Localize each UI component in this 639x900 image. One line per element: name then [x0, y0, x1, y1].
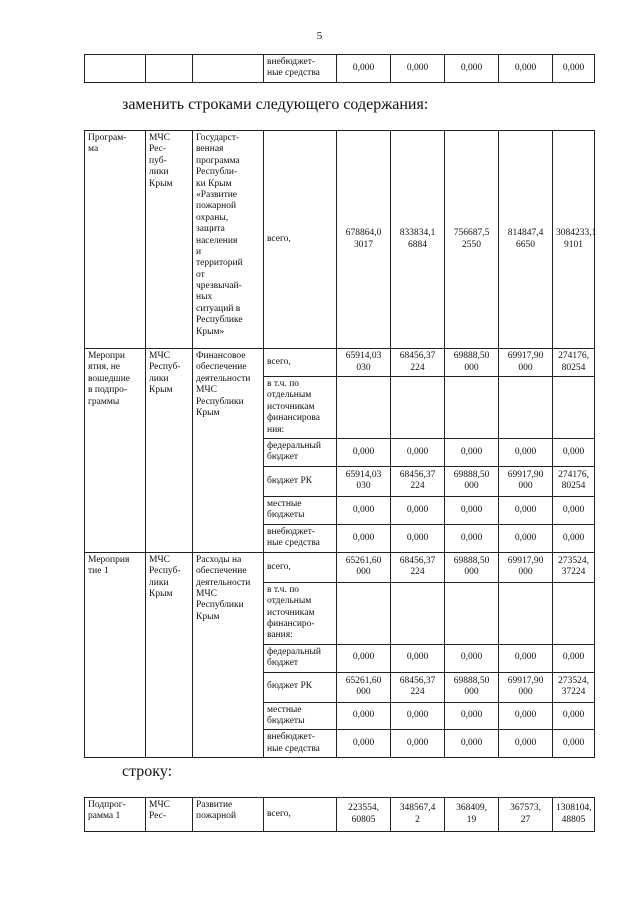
- cell-value: 0,000: [337, 438, 391, 466]
- cell-value: 0,000: [499, 730, 553, 758]
- cell-value: 0,000: [499, 524, 553, 552]
- cell-name: Подпрог- рамма 1: [85, 798, 146, 832]
- cell-value: 0,000: [337, 55, 391, 83]
- cell-value: 367573, 27: [499, 798, 553, 832]
- cell-value: 273524, 37224: [553, 672, 595, 702]
- cell-value: [391, 377, 445, 439]
- cell-value: 69917,90 000: [499, 466, 553, 496]
- cell-name: Мероприя тие 1: [85, 552, 146, 758]
- cell-value: [337, 377, 391, 439]
- cell-value: 68456,37 224: [391, 552, 445, 582]
- table-row: [85, 552, 595, 582]
- cell-source: местные бюджеты: [264, 496, 337, 524]
- cell-title: Государст- венная программа Республи- ки Крым «Развитие пожарной охраны, защита населения и территорий от чрезвычай- ных ситуаций в Республике Крым»: [193, 131, 264, 349]
- cell-value: [553, 377, 595, 439]
- cell-value: [337, 582, 391, 644]
- cell-source: внебюджет- ные средства: [264, 524, 337, 552]
- cell-value: [445, 377, 499, 439]
- cell-executor: МЧС Рес-: [146, 798, 193, 832]
- cell-value: 1308104, 48805: [553, 798, 595, 832]
- row-phrase: строку:: [122, 763, 173, 780]
- cell-title: Финансовое обеспечение деятельности МЧС Республики Крым: [193, 349, 264, 553]
- cell-value: 69888,50 000: [445, 552, 499, 582]
- cell-source: бюджет РК: [264, 466, 337, 496]
- cell-value: 68456,37 224: [391, 349, 445, 377]
- cell-source: всего,: [264, 798, 337, 832]
- cell-value: 69888,50 000: [445, 466, 499, 496]
- cell-value: 0,000: [337, 644, 391, 672]
- cell-value: 0,000: [445, 438, 499, 466]
- cell-executor: МЧС Респуб- лики Крым: [146, 349, 193, 553]
- cell-value: 0,000: [499, 702, 553, 730]
- cell-value: 0,000: [445, 730, 499, 758]
- cell-name: Програм- ма: [85, 131, 146, 349]
- cell-value: 833834,1 6884: [391, 131, 445, 349]
- cell-value: 0,000: [499, 496, 553, 524]
- cell-empty: [85, 55, 146, 83]
- cell-value: 0,000: [553, 730, 595, 758]
- cell-value: 0,000: [553, 524, 595, 552]
- cell-empty: [193, 55, 264, 83]
- cell-source: федеральный бюджет: [264, 438, 337, 466]
- cell-source: в т.ч. по отдельным источникам финансиро- вания:: [264, 582, 337, 644]
- cell-source: местные бюджеты: [264, 702, 337, 730]
- cell-value: 756687,5 2550: [445, 131, 499, 349]
- cell-value: 368409, 19: [445, 798, 499, 832]
- cell-value: 68456,37 224: [391, 672, 445, 702]
- cell-executor: МЧС Респуб- лики Крым: [146, 552, 193, 758]
- cell-source: внебюджет- ные средства: [264, 730, 337, 758]
- cell-value: 68456,37 224: [391, 466, 445, 496]
- cell-value: 0,000: [445, 524, 499, 552]
- cell-value: 274176, 80254: [553, 466, 595, 496]
- cell-value: 65261,60 000: [337, 672, 391, 702]
- replace-phrase: заменить строками следующего содержания:: [122, 96, 429, 113]
- cell-value: 0,000: [391, 644, 445, 672]
- cell-source: всего,: [264, 552, 337, 582]
- cell-value: 678864,0 3017: [337, 131, 391, 349]
- cell-value: 3084233,1 9101: [553, 131, 595, 349]
- cell-executor: МЧС Рес- пуб- лики Крым: [146, 131, 193, 349]
- cell-value: 0,000: [553, 55, 595, 83]
- cell-value: 0,000: [391, 438, 445, 466]
- cell-value: 69917,90 000: [499, 349, 553, 377]
- cell-value: 0,000: [337, 702, 391, 730]
- cell-source: в т.ч. по отдельным источникам финансирова ния:: [264, 377, 337, 439]
- cell-value: 0,000: [445, 644, 499, 672]
- cell-value: 0,000: [445, 55, 499, 83]
- cell-title: Расходы на обеспечение деятельности МЧС Республики Крым: [193, 552, 264, 758]
- table-fragment-top: [84, 54, 595, 83]
- cell-empty: [146, 55, 193, 83]
- cell-value: 65261,60 000: [337, 552, 391, 582]
- cell-value: 348567,4 2: [391, 798, 445, 832]
- table-fragment-bottom: [84, 797, 595, 832]
- cell-value: 69917,90 000: [499, 552, 553, 582]
- cell-value: 69888,50 000: [445, 672, 499, 702]
- cell-name: Меропри ятия, не вошедшие в подпро- граммы: [85, 349, 146, 553]
- cell-value: [553, 582, 595, 644]
- cell-value: [391, 582, 445, 644]
- table-row: [85, 55, 595, 83]
- cell-value: 0,000: [391, 702, 445, 730]
- cell-value: 0,000: [391, 524, 445, 552]
- cell-source: внебюджет- ные средства: [264, 55, 337, 83]
- cell-value: 273524, 37224: [553, 552, 595, 582]
- cell-value: 0,000: [391, 730, 445, 758]
- table-row-program: [85, 131, 595, 349]
- cell-value: 0,000: [337, 524, 391, 552]
- table-main: [84, 130, 595, 758]
- cell-source: бюджет РК: [264, 672, 337, 702]
- cell-title: Развитие пожарной: [193, 798, 264, 832]
- cell-value: [499, 582, 553, 644]
- cell-value: [445, 582, 499, 644]
- cell-value: 0,000: [391, 55, 445, 83]
- cell-value: 69888,50 000: [445, 349, 499, 377]
- cell-value: 0,000: [337, 730, 391, 758]
- cell-value: 65914,03 030: [337, 349, 391, 377]
- cell-value: 223554, 60805: [337, 798, 391, 832]
- cell-value: 0,000: [553, 644, 595, 672]
- cell-value: 0,000: [499, 644, 553, 672]
- page-number: 5: [316, 30, 323, 42]
- cell-value: 0,000: [337, 496, 391, 524]
- cell-value: 0,000: [445, 496, 499, 524]
- table-row: [85, 798, 595, 832]
- cell-value: 0,000: [499, 55, 553, 83]
- cell-source: всего,: [264, 349, 337, 377]
- cell-source: всего,: [264, 131, 337, 349]
- cell-value: 0,000: [445, 702, 499, 730]
- cell-source: федеральный бюджет: [264, 644, 337, 672]
- table-row: [85, 349, 595, 377]
- cell-value: 65914,03 030: [337, 466, 391, 496]
- cell-value: 0,000: [553, 496, 595, 524]
- cell-value: 0,000: [553, 702, 595, 730]
- cell-value: [499, 377, 553, 439]
- cell-value: 274176, 80254: [553, 349, 595, 377]
- cell-value: 0,000: [499, 438, 553, 466]
- cell-value: 814847,4 6650: [499, 131, 553, 349]
- cell-value: 0,000: [553, 438, 595, 466]
- cell-value: 69917,90 000: [499, 672, 553, 702]
- cell-value: 0,000: [391, 496, 445, 524]
